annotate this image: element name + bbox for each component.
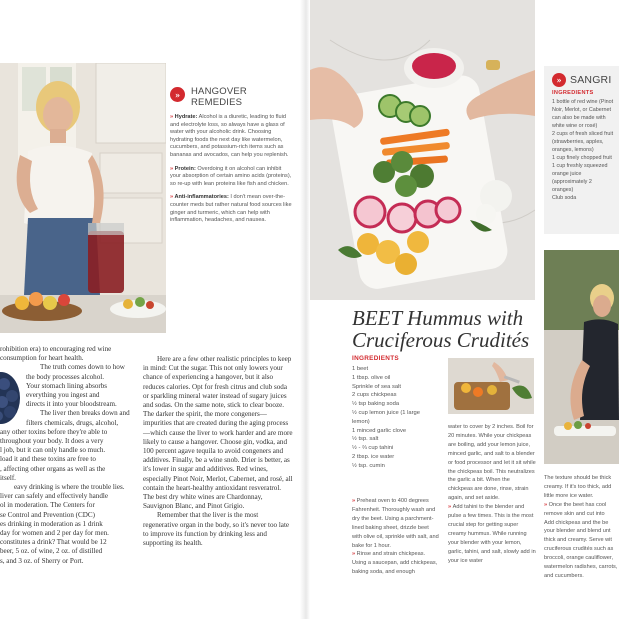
sangria-ingredient-item: Club soda — [552, 195, 577, 201]
article-line: es drinking in moderation as 1 drink — [0, 519, 103, 528]
article-line: Your stomach lining absorbs — [26, 381, 108, 390]
article-line: everything you ingest and — [26, 391, 100, 400]
article-line: directs it into your bloodstream. — [26, 400, 117, 409]
recipe-title-line1: BEET Hummus with — [352, 306, 524, 330]
chevron-right-icon: » — [170, 194, 175, 201]
ingredient-item: lemon) — [352, 418, 370, 425]
sangria-ingredient-item: 2 cups of fresh sliced fruit — [552, 131, 614, 137]
recipe-title-line2: Cruciferous Crudités — [352, 328, 530, 352]
recipe-continued-line — [544, 510, 619, 519]
sangria-ingredients-label: INGREDIENTS — [552, 90, 594, 96]
chopping-illustration — [448, 358, 534, 414]
recipe-step-text: Rinse and strain chickpeas. Using a saucepan, add chickpeas, baking soda, and enough — [352, 551, 438, 576]
recipe-ingredients-label: INGREDIENTS — [352, 355, 399, 362]
ingredient-item: ½ tsp. salt — [352, 436, 379, 443]
woman-sangria-photo — [0, 63, 166, 333]
hangover-item-heading: Anti-inflammatories: — [174, 194, 229, 201]
sangria-sidebar — [544, 66, 619, 234]
recipe-continued-line — [544, 492, 619, 501]
hangover-item-heading: Protein: — [174, 165, 196, 172]
hangover-item — [170, 114, 292, 160]
article-paragraph: Here are a few other realistic principles to keep in mind: Cut the sugar. This not only lowers your chance of experiencing a hangover, but it also reduces calories. Opt for fresh citrus and club soda or sparkling mineral water instead of sugary juices and sodas. On the same note, stick to clear booze. The darker the spirit, the more congeners—impurities that are created during the aging process—which cause the liver to work harder and are more likely to cause a hangover. Choose gin, vodka, and 100 percent agave tequila to avoid congeners and additives. Finally, be a wine snob. Drier is better, as it's lower in sugar and additives. Red wines, especially Pinot Noir, Merlot, Cabernet, and rosé, all contain the heart-healthy antioxidant resveratrol. The best dry white wines are Chardonnay, Sauvignon Blanc, and Pinot Grigio. — [143, 355, 293, 511]
article-line: any other toxins before they're able to — [0, 427, 108, 436]
recipe-step — [352, 550, 440, 577]
recipe-continued-line — [544, 563, 619, 572]
article-line: s, and 3 oz. of Sherry or Port. — [0, 556, 84, 565]
recipe-continued-line — [544, 554, 619, 563]
article-line: The liver then breaks down and — [40, 409, 130, 418]
sangria-ingredient-item: 1 bottle of red wine (Pinot — [552, 99, 614, 105]
recipe-continued-text: watermelon radishes, carrots, — [544, 564, 618, 571]
beet-hummus-platter-photo — [310, 0, 535, 300]
article-column-1 — [0, 345, 132, 566]
recipe-steps-col1 — [352, 497, 440, 577]
article-line: consumption for heart health. — [0, 354, 84, 363]
chopping-vegetables-photo — [448, 358, 534, 414]
sangria-ingredient-item: can also be made with — [552, 115, 606, 121]
article-line: , affecting other organs as well as the — [0, 464, 106, 473]
article-line: itself. — [0, 473, 16, 482]
recipe-continued-text: remove skin and cut into — [544, 510, 605, 517]
recipe-continued-text: your blender and blend unt — [544, 528, 611, 535]
ingredient-item: ½ cup lemon juice (1 large — [352, 409, 420, 416]
article-line: throughout your body. It does a very — [0, 437, 104, 446]
woman-bench-illustration — [544, 250, 619, 464]
sangria-ingredient-item: Noir, Merlot, or Cabernet — [552, 107, 612, 113]
recipe-ingredients — [352, 355, 442, 471]
recipe-continued-text: little more ice water. — [544, 492, 594, 499]
hangover-title-line1: HANGOVER — [191, 86, 247, 97]
article-line: the body processes alcohol. — [26, 372, 105, 381]
recipe-continued-text: Add chickpeas and the be — [544, 519, 609, 526]
recipe-continued-line — [544, 572, 619, 581]
sangria-ingredient-item: oranges, lemons) — [552, 147, 594, 153]
hangover-remedies-box — [170, 86, 292, 225]
recipe-step — [448, 423, 536, 503]
ingredient-item: 1 tbsp. olive oil — [352, 374, 391, 381]
recipe-steps-col2 — [448, 423, 536, 566]
article-column-2 — [143, 355, 293, 548]
chevron-right-icon: » — [544, 501, 549, 508]
recipe-continued-line — [544, 474, 619, 483]
article-line: day for women and 2 per day for men. — [0, 529, 109, 538]
ingredient-item: ½ tsp baking soda — [352, 401, 400, 408]
ingredient-item: ½ - ⅔ cup tahini — [352, 445, 394, 452]
article-line: constitutes a drink? That would be 12 — [0, 538, 107, 547]
chevron-right-icon: » — [170, 165, 175, 172]
chevron-right-icon: » — [170, 87, 185, 102]
recipe-step — [352, 497, 440, 550]
chevron-right-icon: » — [352, 551, 357, 558]
article-line: rohibition era) to encouraging red wine — [0, 345, 112, 353]
sangria-title: SANGRI — [570, 73, 612, 86]
ingredient-item: 2 tbsp. ice water — [352, 453, 395, 460]
chevron-right-icon: » — [170, 114, 175, 120]
recipe-continued-text: thick and creamy. Serve wit — [544, 537, 612, 544]
hangover-item — [170, 166, 292, 189]
chevron-right-icon: » — [352, 498, 357, 504]
recipe-continued-line — [544, 527, 619, 536]
recipe-continued-text: creamy. If it's too thick, add — [544, 483, 612, 490]
page-gutter — [300, 0, 310, 619]
recipe-step — [448, 503, 536, 565]
sangria-ingredient-item: 1 cup freshly squeezed — [552, 163, 608, 169]
article-line: The truth comes down to how — [40, 363, 125, 372]
recipe-continued-line — [544, 545, 619, 554]
ingredient-item: ½ tsp. cumin — [352, 462, 385, 469]
recipe-continued-line — [544, 501, 619, 510]
sangria-ingredient-item: (approximately 2 — [552, 179, 592, 185]
hummus-platter-illustration — [310, 0, 535, 300]
ingredient-item: Sprinkle of sea salt — [352, 383, 401, 390]
hangover-item-text: Overdoing it on alcohol can inhibit your absorption of certain amino acids (proteins), so re-up with lean proteins like fish and chicken. — [170, 165, 292, 187]
recipe-title — [352, 307, 552, 351]
article-line: eavy drinking is where the trouble lies. — [14, 483, 125, 492]
recipe-continued-line — [544, 483, 619, 492]
hangover-title-line2: REMEDIES — [191, 97, 243, 108]
sangria-ingredient-item: oranges) — [552, 187, 574, 193]
hangover-item — [170, 194, 292, 224]
woman-bench-photo — [544, 250, 619, 464]
sangria-ingredient-item: white wine or rosé) — [552, 123, 598, 129]
woman-sangria-illustration — [0, 63, 166, 333]
hangover-item-text: I don't mean over-the-counter meds but rather natural food sources like ginger and turmeric, which can help with inflammation, headaches, and nausea. — [170, 194, 292, 224]
recipe-step-text: water to cover by 2 inches. Boil for 20 minutes. While your chickpeas are boiling, add your lemon juice, minced garlic, and salt to a blender or food processor and let it sit while the chickpeas boil. This neutralizes the garlic a bit. When the chickpeas are done, rinse, strain again, and set aside. — [448, 424, 536, 502]
ingredient-item: 1 minced garlic clove — [352, 427, 407, 434]
chevron-right-icon: » — [552, 73, 566, 87]
recipe-continued-text: cruciferous crudités such as — [544, 546, 614, 553]
chevron-right-icon: » — [448, 504, 453, 511]
ingredient-item: 2 cups chickpeas — [352, 392, 397, 399]
recipe-step-text: Add tahini to the blender and pulse a few times. This is the most crucial step for getting super creamy hummus. While running your blender with your lemon, garlic, tahini, and salt, slowly add in your ice water — [448, 504, 536, 564]
recipe-continued-line — [544, 519, 619, 528]
recipe-continued-text: Once the beet has cool — [548, 501, 607, 508]
sangria-ingredient-item: 1 cup finely chopped fruit — [552, 155, 612, 161]
sangria-ingredient-item: orange juice — [552, 171, 582, 177]
ingredient-item: 1 beet — [352, 366, 369, 372]
hangover-item-text: Alcohol is a diuretic, leading to fluid and electrolyte loss, so always have a glass of water with your alcoholic drink. Choosing hydrating foods the next day like watermelon, cucumbers, and potassium-rich items such as bananas and avocados, can help you replenish. — [170, 114, 289, 158]
recipe-continued-line — [544, 536, 619, 545]
article-paragraph: Remember that the liver is the most regenerative organ in the body, so it's never too late to improve its function by drinking less and supporting its health. — [143, 511, 290, 548]
recipe-continued-text: broccoli, orange cauliflower, — [544, 555, 614, 562]
hangover-item-heading: Hydrate: — [174, 114, 198, 120]
article-line: beer, 5 oz. of wine, 2 oz. of distilled — [0, 547, 103, 556]
recipe-step-text: Preheat oven to 400 degrees Fahrenheit. Thoroughly wash and dry the beet. Using a parchment-lined baking sheet, drizzle beet with olive oil, sprinkle with salt, and bake for 1 hour. — [352, 498, 439, 549]
article-line: liver can safely and effectively handle — [0, 492, 108, 501]
article-line: load it and these toxins are free to — [0, 455, 96, 464]
article-line: ol in moderation. The Centers for — [0, 501, 95, 510]
sangria-ingredient-item: (strawberries, apples, — [552, 139, 604, 145]
article-line: se Control and Prevention (CDC) — [0, 510, 95, 519]
recipe-continued-text: The texture should be thick — [544, 475, 612, 481]
article-line: l job, but it can only handle so much. — [0, 446, 106, 455]
recipe-steps-continued — [544, 474, 619, 581]
recipe-continued-text: and cucumbers. — [544, 572, 584, 579]
article-line: filters chemicals, drugs, alcohol, — [26, 418, 119, 427]
